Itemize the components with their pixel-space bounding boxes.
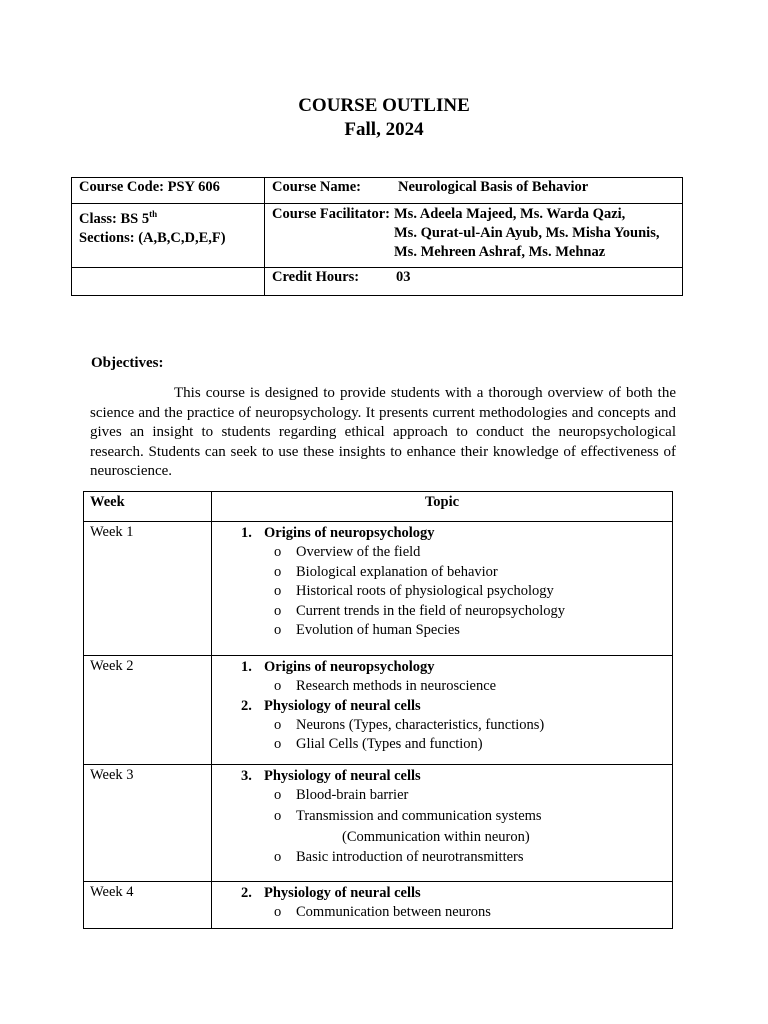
topic-heading: 1. Origins of neuropsychology (241, 659, 435, 675)
course-code: Course Code: PSY 606 (79, 179, 220, 195)
bullet-icon: o (274, 787, 282, 803)
week-label: Week 1 (84, 522, 212, 656)
bullet-icon: o (274, 563, 282, 580)
list-item: o Evolution of human Species (274, 621, 672, 641)
schedule-header-row (84, 492, 673, 522)
objectives-paragraph (90, 384, 676, 482)
list-item-continuation: (Communication within neuron) (342, 828, 530, 845)
objectives-heading: Objectives: (91, 355, 164, 371)
class-superscript: th (149, 209, 158, 219)
list-item: o Transmission and communication systems (274, 806, 672, 827)
document-title: COURSE OUTLINE (298, 95, 470, 116)
list-item: o Blood-brain barrier (274, 786, 672, 806)
facilitator-line: Ms. Adeela Majeed, Ms. Warda Qazi, (393, 206, 626, 222)
topic-heading: 2. Physiology of neural cells (241, 885, 421, 901)
topic-heading: 3. Physiology of neural cells (241, 768, 421, 784)
week-label: Week 3 (84, 765, 212, 882)
facilitator-list (394, 205, 659, 262)
credit-hours-label: Credit Hours: (272, 269, 360, 285)
bullet-icon: o (274, 904, 282, 920)
week-label: Week 2 (84, 656, 212, 765)
topic-cell (212, 765, 673, 882)
list-item: o Overview of the field (274, 543, 672, 563)
facilitator-line: Ms. Mehreen Ashraf, Ms. Mehnaz (393, 244, 606, 260)
week-column-header: Week (84, 492, 212, 522)
list-item: o Basic introduction of neurotransmitters (274, 848, 672, 868)
list-item: o Historical roots of physiological psychology (274, 582, 672, 602)
list-item: o Glial Cells (Types and function) (274, 735, 672, 755)
bullet-icon: o (274, 807, 282, 824)
schedule-table (83, 491, 673, 929)
document-term: Fall, 2024 (344, 119, 424, 140)
course-name-label: Course Name: (272, 179, 361, 195)
topic-heading: 1. Origins of neuropsychology (241, 525, 435, 541)
empty-cell (72, 268, 265, 296)
bullet-icon: o (274, 602, 282, 619)
course-code-cell (72, 178, 265, 204)
facilitator-cell (265, 204, 683, 268)
topic-heading: 2. Physiology of neural cells (241, 697, 421, 714)
credit-hours-value: 03 (396, 269, 411, 285)
week-label: Week 4 (84, 882, 212, 929)
bullet-icon: o (274, 716, 282, 733)
bullet-icon: o (274, 583, 282, 599)
topic-cell (212, 656, 673, 765)
list-item: o Current trends in the field of neuropsychology (274, 602, 672, 622)
course-info-table (71, 177, 683, 296)
bullet-icon: o (274, 622, 282, 638)
table-row (84, 765, 673, 882)
topic-cell (212, 522, 673, 656)
bullet-icon: o (274, 736, 282, 752)
class-label: Class: BS 5 (79, 210, 150, 227)
class-cell (72, 204, 265, 268)
table-row (84, 882, 673, 929)
credit-hours-cell (265, 268, 683, 296)
table-row (84, 656, 673, 765)
facilitator-label: Course Facilitator: (272, 206, 390, 222)
topic-column-header: Topic (212, 492, 673, 522)
bullet-icon: o (274, 848, 282, 865)
course-name: Neurological Basis of Behavior (398, 179, 589, 195)
facilitator-line: Ms. Qurat-ul-Ain Ayub, Ms. Misha Younis, (393, 225, 660, 241)
sections-label: Sections: (A,B,C,D,E,F) (79, 229, 226, 246)
bullet-icon: o (274, 544, 282, 560)
table-row (84, 522, 673, 656)
list-item: o Neurons (Types, characteristics, functions) (274, 716, 672, 736)
list-item: o Research methods in neuroscience (274, 677, 672, 697)
topic-cell (212, 882, 673, 929)
objectives-text: This course is designed to provide students with a thorough overview of both the science and the practice of neuropsychology. It presents current methodologies and concepts and gives an insight to students regarding ethical approach to conduct the neuropsychological research. Students can seek to use these insights to enhance their knowledge of effectiveness of neuroscience. (90, 385, 676, 479)
list-item: o Biological explanation of behavior (274, 563, 672, 583)
list-item: o Communication between neurons (274, 903, 672, 923)
bullet-icon: o (274, 678, 282, 694)
course-name-cell (265, 178, 683, 204)
